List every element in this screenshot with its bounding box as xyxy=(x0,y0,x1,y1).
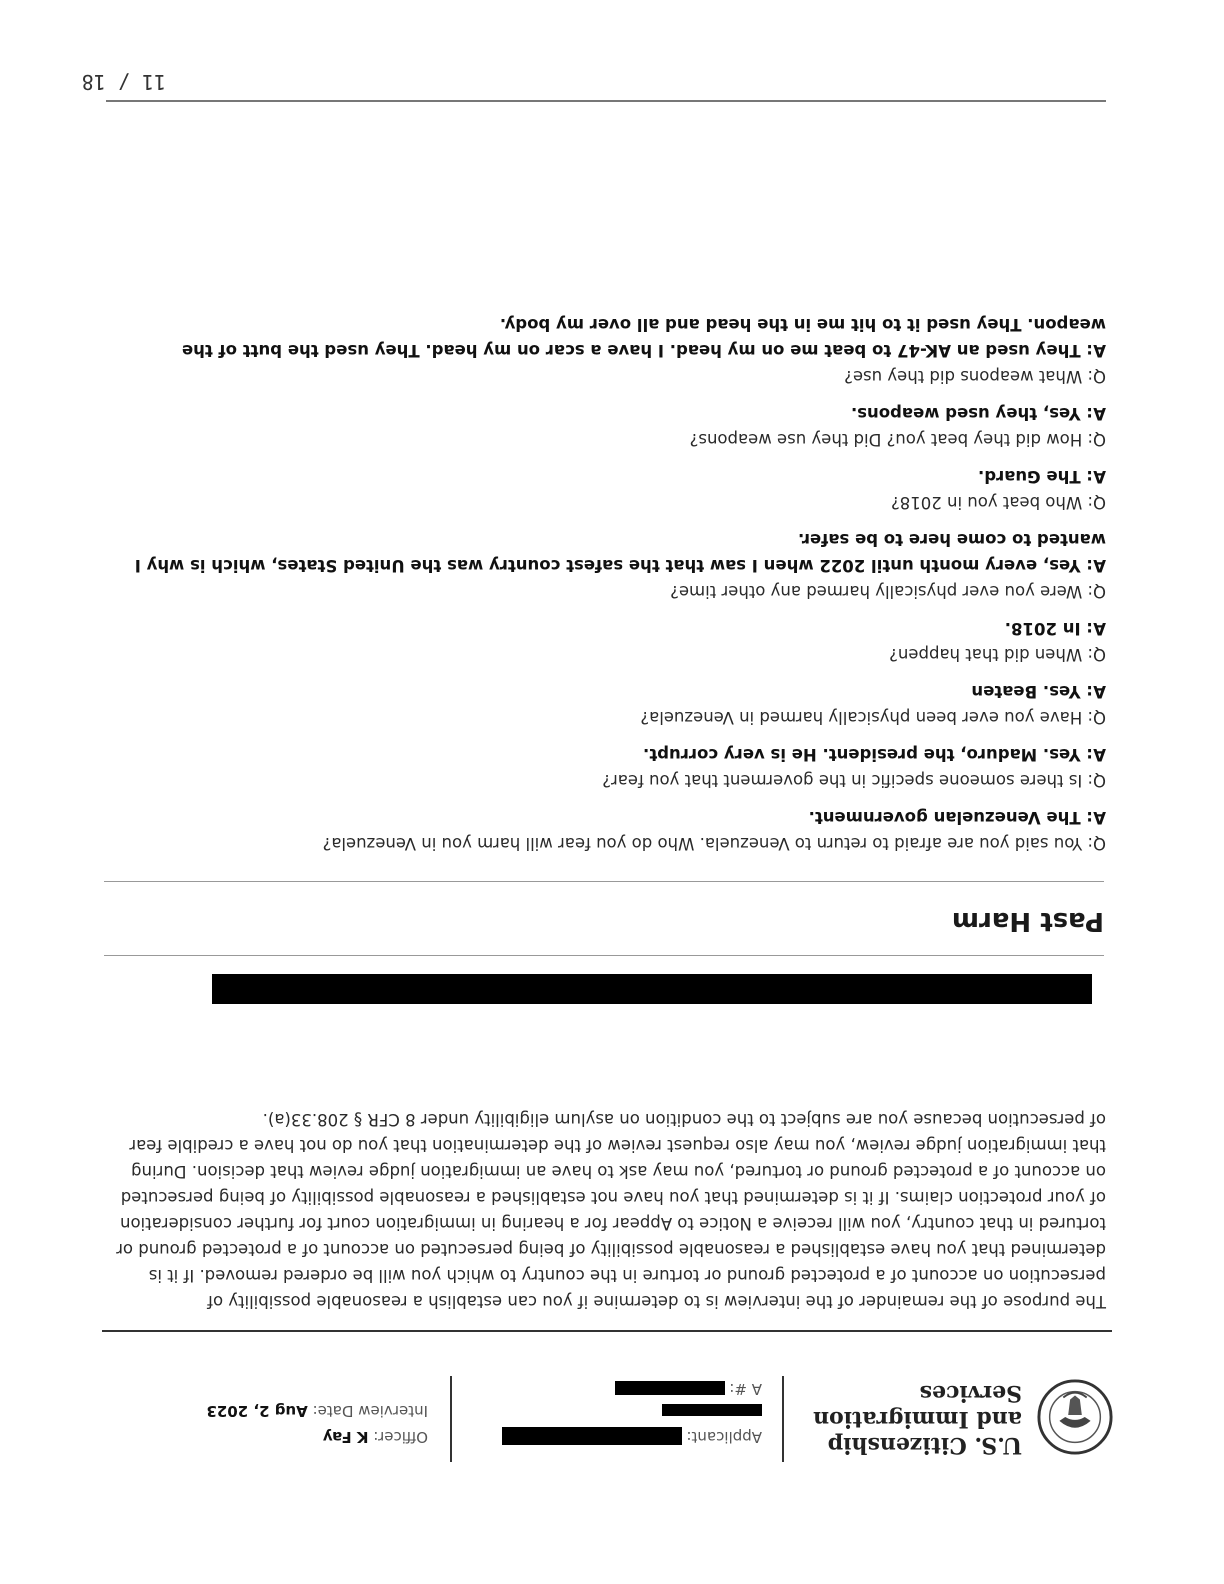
intro-paragraph-text: The purpose of the remainder of the interview is to determine if you can establish a reasonable possibility of persecution on account of a protected ground or torture in the country to which you will be ordered removed. If it is determined that you have established a reasonable possibility of being persecuted on account of a protected ground or tortured in that country, you will receive a Notice to Appear for a hearing in immigration court for further consideration of your protection claims. If it is determined that you have not established a reasonable possibility of being persecuted on account of a protected ground or tortured, you may ask to have an immigration judge review that decision. During that immigration judge review, you may also request review of the determination that you do not have a credible fear of persecution because you are subject to the condition on asylum eligibility under 8 CFR § 208.33(a). xyxy=(116,1110,1106,1311)
qa-item xyxy=(106,311,1106,389)
page-number: 11 / 18 xyxy=(81,70,166,94)
footer-rule xyxy=(106,100,1106,102)
applicant-field xyxy=(502,1428,762,1447)
answer: A: Yes. Maduro, the president. He is very corrupt. xyxy=(643,745,1106,764)
question: Q: Have you ever been physically harmed in Venezuela? xyxy=(640,708,1106,727)
a-number-label: A #: xyxy=(729,1380,762,1398)
qa-item xyxy=(106,615,1106,667)
intro-paragraph xyxy=(116,1106,1106,1314)
qa-item xyxy=(106,804,1106,856)
question: Q: Is there someone specific in the goverment that you fear? xyxy=(602,771,1106,790)
interview-date-value: Aug 2, 2023 xyxy=(206,1402,308,1420)
agency-name: U.S. Citizenship and Immigration Services xyxy=(813,1380,1022,1458)
answer: A: In 2018. xyxy=(1004,619,1106,638)
officer-value: K Fay xyxy=(322,1428,369,1446)
answer: A: Yes, every month until 2022 when I saw that the safest country was the United States, which is why I wanted to come here to be safer. xyxy=(134,530,1106,575)
section-rule-bottom xyxy=(104,881,1104,882)
applicant-label: Applicant: xyxy=(686,1428,762,1446)
officer-field xyxy=(323,1428,428,1446)
form-header xyxy=(109,1366,1114,1470)
section-rule-top xyxy=(104,955,1104,956)
answer: A: Yes. Beaten xyxy=(971,682,1106,701)
interview-date-field xyxy=(206,1402,428,1420)
qa-item xyxy=(106,400,1106,452)
answer: A: The Guard. xyxy=(978,467,1106,486)
qa-item xyxy=(106,463,1106,515)
question: Q: You said you are afraid to return to Venezuela. Who do you fear will harm you in Venezuela? xyxy=(322,834,1106,853)
qa-item xyxy=(106,526,1106,604)
header-rule xyxy=(102,1330,1112,1332)
question: Q: What weapons did they use? xyxy=(844,367,1106,386)
question: Q: When did that happen? xyxy=(889,645,1106,664)
qa-item xyxy=(106,678,1106,730)
a-number-row xyxy=(615,1380,762,1398)
redaction-bar xyxy=(212,974,1092,1004)
question: Q: Who beat you in 2018? xyxy=(891,493,1106,512)
section-title: Past Harm xyxy=(951,906,1104,936)
dhs-seal-icon xyxy=(1036,1378,1114,1456)
redacted-applicant-name xyxy=(502,1428,682,1446)
qa-item xyxy=(106,741,1106,793)
question: Q: How did they beat you? Did they use weapons? xyxy=(689,430,1106,449)
redacted-applicant-line2 xyxy=(662,1405,762,1417)
redacted-a-number xyxy=(615,1382,725,1396)
header-divider xyxy=(782,1376,784,1462)
answer: A: They used an AK-47 to beat me on my head. I have a scar on my head. They used the butt of the weapon. They used it to hit me in the head and all over my body. xyxy=(181,315,1106,360)
answer: A: Yes, they used weapons. xyxy=(850,404,1106,423)
qa-list xyxy=(106,300,1106,856)
answer: A: The Venezuelan government. xyxy=(808,808,1106,827)
header-divider xyxy=(450,1376,452,1462)
interview-date-label: Interview Date: xyxy=(312,1402,428,1420)
question: Q: Were you ever physically harmed any other time? xyxy=(670,582,1106,601)
a-number-field xyxy=(662,1402,762,1420)
officer-label: Officer: xyxy=(373,1428,428,1446)
